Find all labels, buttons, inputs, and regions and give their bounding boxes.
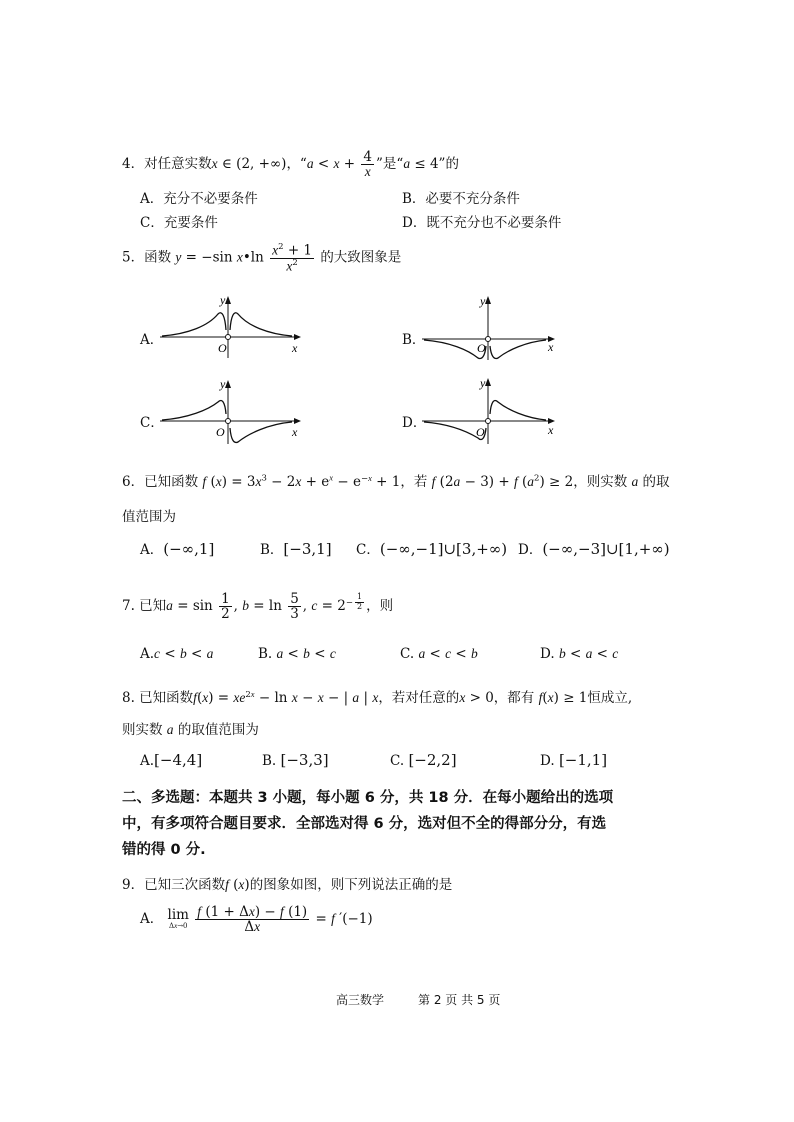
y-axis-arrow [485,378,491,386]
q9-option-a[interactable]: A． lim Δx→0 $\frac{f (1 + \Delta x) - f (1)}{\Delta x}$ = f ′(−1) [140,904,373,936]
question-5-stem: 5．函数 y = −sin x•ln $\frac{x^2 + 1}{x^2}$ 的大致图象是 [122,242,402,274]
graph-a-label[interactable]: A． [140,332,164,348]
q7-option-d[interactable]: D. b < a < c [540,646,619,662]
y-label: y [480,294,486,308]
q4-option-d[interactable]: D．既不充分也不必要条件 [402,215,562,231]
hole-at-origin [226,335,231,340]
question-4-stem: 4．对任意实数x ∈ (2, +∞)，“a < x + $\frac{4}{x}$ ”是“a ≤ 4”的 [122,149,459,180]
question-9-stem: 9．已知三次函数f (x)的图象如图，则下列说法正确的是 [122,877,453,893]
curve [424,401,546,440]
x-label: x [292,425,298,439]
x-label: x [548,423,554,437]
graph-c[interactable] [158,374,306,446]
q4-option-a[interactable]: A．充分不必要条件 [140,191,258,207]
graph-d-label[interactable]: D． [402,415,427,431]
hole-at-origin [486,419,491,424]
x-label: x [548,340,554,354]
x-axis-arrow [294,334,301,340]
graph-b-label[interactable]: B． [402,332,426,348]
origin-label: O [477,341,486,355]
origin-label: O [476,425,485,439]
section-2-heading: 二、多选题：本题共 3 小题，每小题 6 分，共 18 分．在每小题给出的选项 中，有多项符合题目要求．全部选对得 6 分，选对但不全的得部分分，有选 错的得 0 分. [122,790,614,858]
y-label: y [220,377,226,391]
fraction-x2plus1-over-x2: $\frac{x^2 + 1}{x^2}$ [272,242,313,274]
q4-option-b[interactable]: B．必要不充分条件 [402,191,520,207]
graph-b[interactable] [420,292,560,362]
q7-option-a[interactable]: A.c < b < a [140,646,214,662]
y-label: y [480,376,486,390]
footer-page-number: 第 2 页 共 5 页 [418,993,501,1007]
graph-a[interactable] [158,290,306,360]
hole-at-origin [226,419,231,424]
limit-operator: lim Δx→0 [167,907,189,930]
q8-option-c[interactable]: C. [−2,2] [390,751,457,769]
question-6-stem: 6．已知函数 f $(x) = 3x^3 - 2x + e^x - e^{-x} + 1$，若 f (2a − 3) + f $(a^2) \ge 2$，则实数 a 的取 [122,472,670,490]
fraction-4-over-x: $\frac{4}{x}$ [363,149,372,180]
question-6-stem-cont: 值范围为 [122,509,176,525]
question-8-stem-cont: 则实数 a 的取值范围为 [122,722,259,738]
footer-subject: 高三数学 [336,993,385,1007]
q6-option-d[interactable]: D．(−∞,−3]∪[1,+∞) [518,540,670,558]
graph-d[interactable] [420,374,560,446]
q6-option-c[interactable]: C．(−∞,−1]∪[3,+∞) [356,540,508,558]
y-axis-arrow [225,296,231,304]
y-axis-arrow [225,380,231,388]
question-8-stem: 8. 已知函数$f(x) = xe^{2x} - \ln x - x$ − | a | x，若对任意的x > 0，都有 f(x) ≥ 1恒成立, [122,688,633,706]
curve [162,313,292,336]
q8-option-b[interactable]: B. [−3,3] [262,751,329,769]
y-label: y [220,293,226,307]
q6-option-b[interactable]: B．[−3,1] [260,540,332,558]
x-label: x [292,341,298,355]
q4-option-c[interactable]: C．充要条件 [140,215,218,231]
origin-label: O [218,341,227,355]
q8-option-d[interactable]: D. [−1,1] [540,751,608,769]
graph-c-label[interactable]: C． [140,415,164,431]
hole-at-origin [486,337,491,342]
q6-option-a[interactable]: A．(−∞,1] [140,540,215,558]
origin-label: O [216,425,225,439]
q7-option-c[interactable]: C. a < c < b [400,646,478,662]
q7-option-b[interactable]: B. a < b < c [258,646,336,662]
question-7-stem: 7. 已知a = sin $\frac{1}{2}$ , b = ln $\frac{5}{3}$ , $c = 2^{- \frac{1}{2}}$ ，则 [122,591,394,623]
x-axis-arrow [294,418,301,424]
q8-option-a[interactable]: A.[−4,4] [140,751,203,769]
y-axis-arrow [485,296,491,304]
